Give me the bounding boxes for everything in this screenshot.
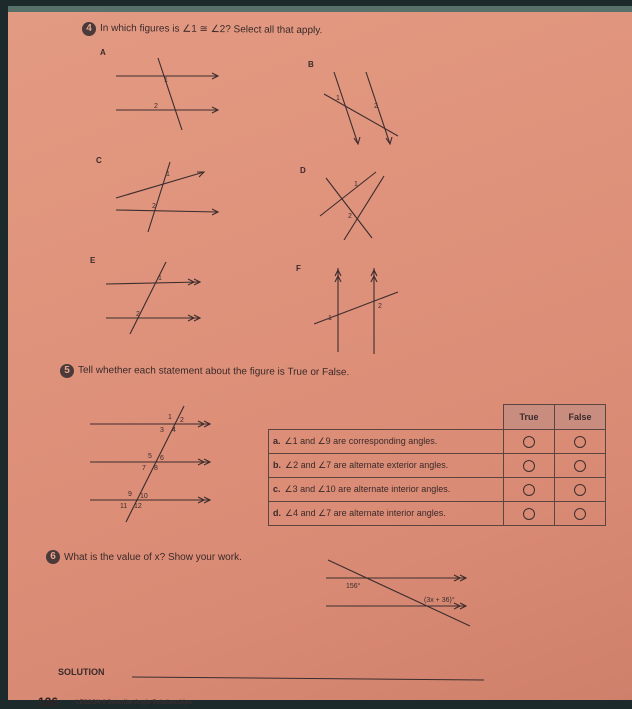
- page-number: 126: [38, 695, 59, 709]
- figure-f-angle-2: 2: [378, 303, 382, 310]
- row-letter: a.: [273, 436, 281, 446]
- true-radio[interactable]: [523, 508, 535, 520]
- false-header: False: [555, 405, 606, 430]
- false-radio[interactable]: [574, 508, 586, 520]
- statement-text: ∠1 and ∠9 are corresponding angles.: [284, 436, 438, 446]
- row-letter: d.: [273, 508, 281, 518]
- figure-c-angle-1: 1: [166, 171, 170, 178]
- table-row: [269, 502, 606, 526]
- figure-f: [308, 262, 408, 362]
- angle-label-1: 1: [168, 414, 172, 421]
- figure-f-letter: F: [296, 264, 301, 273]
- figure-d-angle-1: 1: [354, 181, 358, 188]
- parallel-lines-figure: [320, 554, 500, 634]
- solution-label: SOLUTION: [58, 667, 105, 677]
- angle-label-2: 2: [180, 417, 184, 424]
- question-5-number: 5: [60, 364, 74, 378]
- figure-a-letter: A: [100, 48, 106, 57]
- angle-label-7: 7: [142, 465, 146, 472]
- figure-a: [108, 52, 228, 132]
- false-radio[interactable]: [574, 436, 586, 448]
- true-false-table: [268, 404, 606, 526]
- transversal-figure: [86, 404, 236, 524]
- angle-label-11: 11: [120, 503, 128, 510]
- angle-label-4: 4: [172, 427, 176, 434]
- table-row: [269, 478, 606, 502]
- solution-answer-line[interactable]: [132, 676, 484, 680]
- false-radio[interactable]: [574, 484, 586, 496]
- true-header: True: [504, 405, 555, 430]
- figure-c-angle-2: 2: [152, 203, 156, 210]
- true-radio[interactable]: [523, 460, 535, 472]
- worksheet-page: [8, 6, 632, 709]
- table-row: [269, 430, 606, 454]
- figure-b-angle-2: 2: [374, 103, 378, 110]
- figure-b-letter: B: [308, 60, 314, 69]
- figure-b-angle-1: 1: [336, 95, 340, 102]
- table-row: [269, 454, 606, 478]
- figure-c-letter: C: [96, 156, 102, 165]
- question-5-prompt: Tell whether each statement about the figure is True or False.: [77, 364, 350, 379]
- figure-e-angle-2: 2: [136, 311, 140, 318]
- angle-label-3: 3: [160, 427, 164, 434]
- angle-label-5: 5: [148, 453, 152, 460]
- angle-label-8: 8: [154, 465, 158, 472]
- angle-label-10: 10: [140, 493, 148, 500]
- question-4-prompt: In which figures is ∠1 ≅ ∠2? Select all that apply.: [99, 22, 323, 37]
- figure-e-letter: E: [90, 256, 96, 265]
- angle-label-9: 9: [128, 491, 132, 498]
- figure-e-angle-1: 1: [158, 275, 162, 282]
- statement-text: ∠4 and ∠7 are alternate interior angles.: [285, 508, 446, 518]
- row-letter: b.: [273, 460, 281, 470]
- lesson-footer: LESSON 6 Describe Angle Relationships: [76, 700, 192, 706]
- true-radio[interactable]: [523, 436, 535, 448]
- figure-a-angle-2: 2: [154, 103, 158, 110]
- question-6-number: 6: [46, 550, 60, 564]
- question-4-number: 4: [82, 22, 96, 36]
- figure-d-letter: D: [300, 166, 306, 175]
- figure-d-angle-2: 2: [348, 213, 352, 220]
- true-radio[interactable]: [523, 484, 535, 496]
- figure-f-angle-1: 1: [328, 315, 332, 322]
- statement-text: ∠3 and ∠10 are alternate interior angles.: [284, 484, 451, 494]
- figure-d: [314, 168, 404, 248]
- figure-e: [100, 258, 220, 338]
- angle-expression-label: (3x + 36)°: [424, 597, 455, 604]
- statement-text: ∠2 and ∠7 are alternate exterior angles.: [285, 460, 449, 470]
- angle-label-6: 6: [160, 455, 164, 462]
- row-letter: c.: [273, 484, 281, 494]
- angle-156-label: 156°: [346, 583, 361, 590]
- figure-c: [108, 158, 228, 238]
- false-radio[interactable]: [574, 460, 586, 472]
- question-6-prompt: What is the value of x? Show your work.: [64, 552, 242, 563]
- figure-b: [318, 64, 418, 154]
- angle-label-12: 12: [134, 503, 142, 510]
- figure-a-angle-1: 1: [164, 77, 168, 84]
